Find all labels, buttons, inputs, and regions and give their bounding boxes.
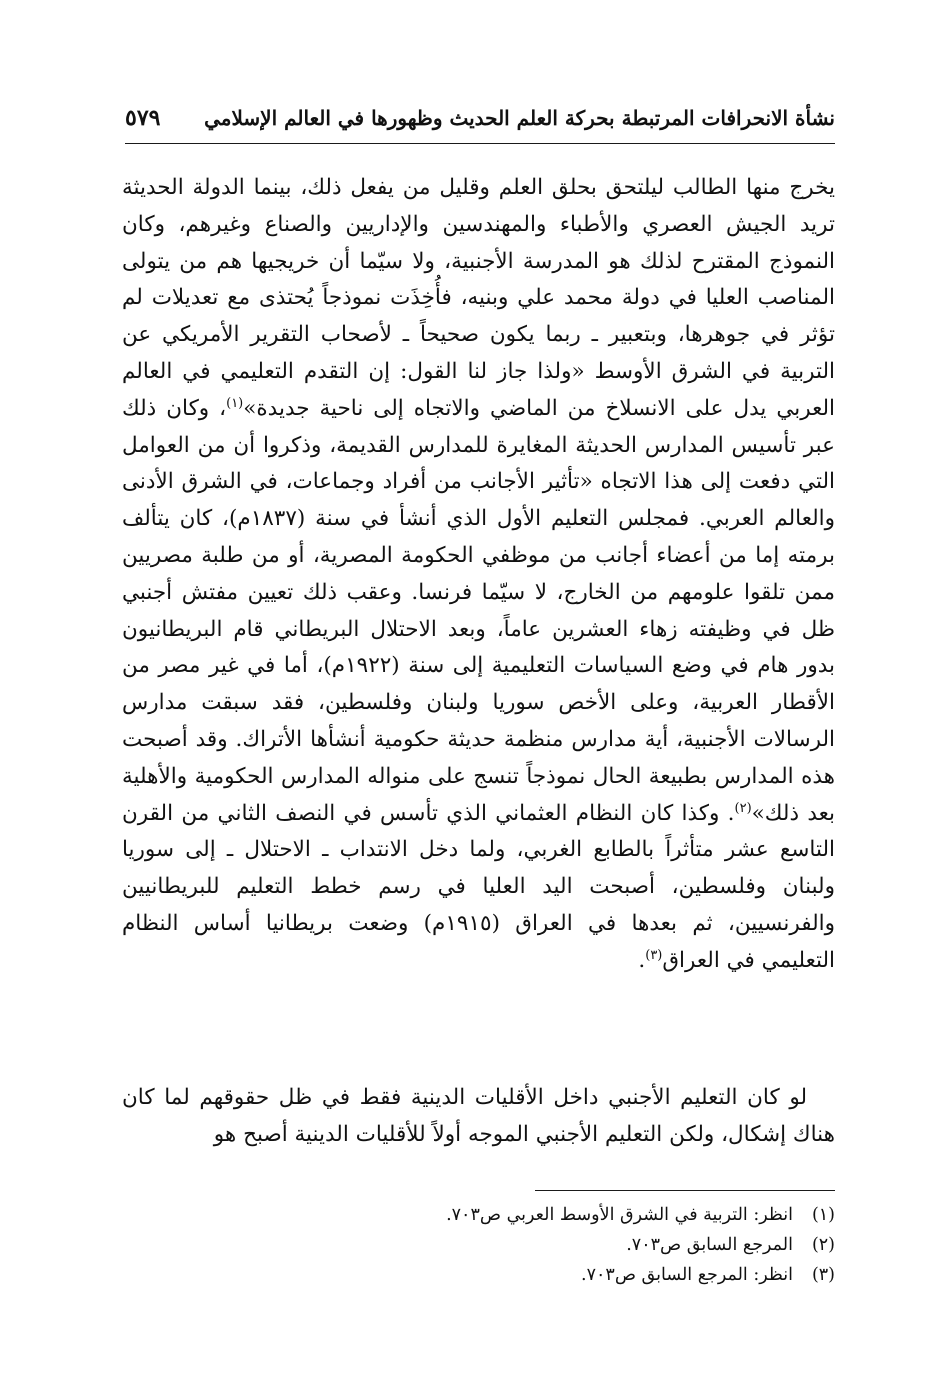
footnote-ref-3: (٣) bbox=[645, 947, 663, 963]
footnote-text: انظر: المرجع السابق ص٧٠٣. bbox=[581, 1265, 793, 1285]
footnote-divider bbox=[535, 1190, 835, 1191]
footnote-ref-2: (٢) bbox=[734, 800, 752, 816]
paragraph-1-text-b: ، وكان ذلك عبر تأسيس المدارس الحديثة المغايرة للمدارس القديمة، وذكروا أن من العوامل التي دفعت إلى هذا الاتجاه «تأثير الأجانب من أفراد وجماعات، في الشرق الأدنى والعالم العربي. فمجلس التعليم الأول الذي أنشأ في سنة (١٨٣٧م)، كان يتألف برمته إما من أعضاء أجانب من موظفي الحكومة المصرية، أو من طلبة مصريين ممن تلقوا علومهم من الخارج، لا سيّما فرنسا. وعقب ذلك تعيين مفتش أجنبي ظل في وظيفته زهاء العشرين عاماً، وبعد الاحتلال البريطاني قام البريطانيون بدور هام في وضع السياسات التعليمية إلى سنة (١٩٢٢م)، أما في غير مصر من الأقطار العربية، وعلى الأخص سوريا ولبنان وفلسطين، فقد سبقت مدارس الرسالات الأجنبية، أية مدارس منظمة حديثة حكومية أنشأها الأتراك. وقد أصبحت هذه المدارس بطبيعة الحال نموذجاً تنسج على منواله المدارس الحكومية والأهلية بعد ذلك» bbox=[122, 395, 835, 826]
footnote-3 bbox=[200, 1260, 835, 1290]
footnotes bbox=[200, 1200, 835, 1290]
header-divider bbox=[125, 143, 835, 144]
paragraph-1-end: . bbox=[638, 947, 646, 973]
main-text bbox=[122, 170, 835, 980]
footnote-ref-1: (١) bbox=[226, 395, 244, 411]
footnote-2 bbox=[200, 1230, 835, 1260]
footnote-text: انظر: التربية في الشرق الأوسط العربي ص٧٠٣. bbox=[446, 1205, 793, 1225]
paragraph-1 bbox=[122, 170, 835, 980]
running-header bbox=[125, 98, 835, 138]
paragraph-1-text-c: . وكذا كان النظام العثماني الذي تأسس في النصف الثاني من القرن التاسع عشر متأثراً بالطابع الغربي، ولما دخل الانتداب ـ الاحتلال ـ إلى سوريا ولبنان وفلسطين، أصبحت اليد العليا في رسم خطط التعليم للبريطانيين والفرنسيين، ثم بعدها في العراق (١٩١٥م) وضعت بريطانيا أساس النظام التعليمي في العراق bbox=[122, 800, 835, 973]
footnote-number: (٣) bbox=[811, 1265, 835, 1285]
paragraph-2: لو كان التعليم الأجنبي داخل الأقليات الدينية فقط في ظل حقوقهم لما كان هناك إشكال، ولكن التعليم الأجنبي الموجه أولاً للأقليات الدينية أصبح هو bbox=[122, 1085, 835, 1147]
footnote-number: (٢) bbox=[811, 1235, 835, 1255]
paragraph-1-text-a: يخرج منها الطالب ليلتحق بحلق العلم وقليل من يفعل ذلك، بينما الدولة الحديثة تريد الجيش العصري والأطباء والمهندسين والإداريين والصناع وغيرهم، وكان النموذج المقترح لذلك هو المدرسة الأجنبية، ولا سيّما أن خريجيها هم من يتولى المناصب العليا في دولة محمد علي وبنيه، فأُخِذَت نموذجاً يُحتذى مع تعديلات لم تؤثر في جوهرها، وبتعبير ـ ربما يكون صحيحاً ـ لأصحاب التقرير الأمريكي عن التربية في الشرق الأوسط «ولذا جاز لنا القول: إن التقدم التعليمي في العالم العربي يدل على الانسلاخ من الماضي والاتجاه إلى ناحية جديدة» bbox=[122, 175, 835, 421]
page-number: ٥٧٩ bbox=[125, 105, 161, 131]
footnote-number: (١) bbox=[811, 1205, 835, 1225]
footnote-1 bbox=[200, 1200, 835, 1230]
header-title: نشأة الانحرافات المرتبطة بحركة العلم الحديث وظهورها في العالم الإسلامي bbox=[204, 106, 835, 130]
footnote-text: المرجع السابق ص٧٠٣. bbox=[626, 1235, 793, 1255]
